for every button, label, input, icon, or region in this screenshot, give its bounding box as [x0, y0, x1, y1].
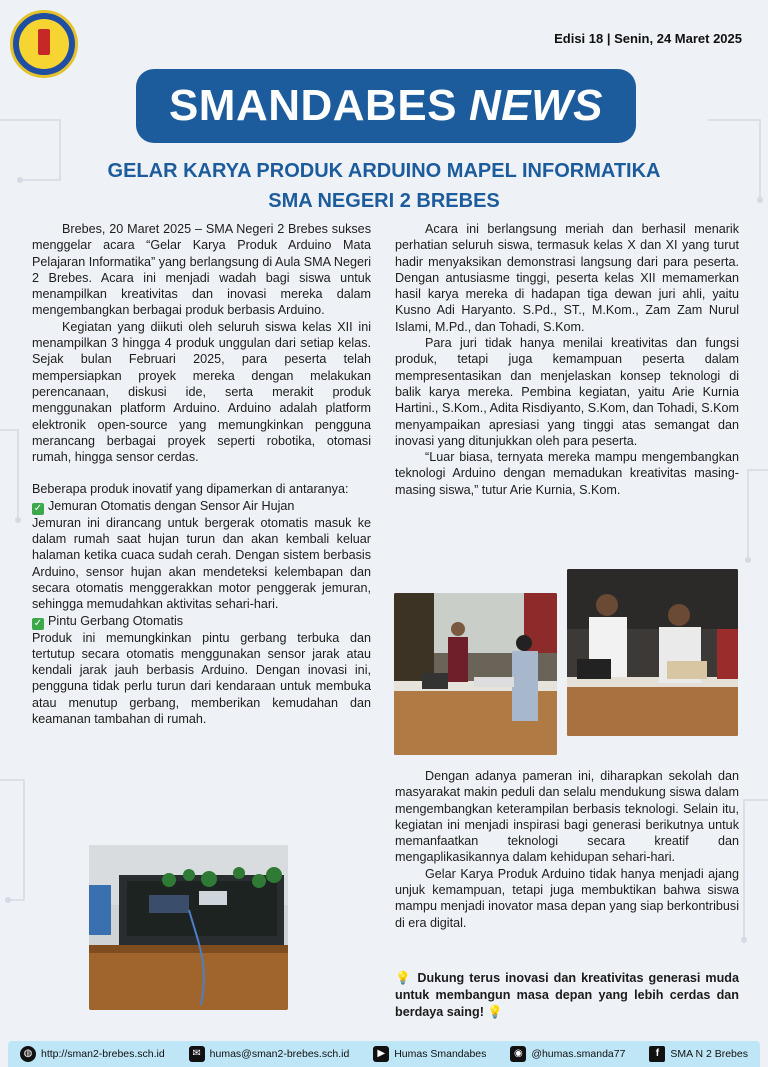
footer-email[interactable]	[189, 1046, 350, 1062]
product-item-title	[32, 613, 371, 630]
right-column-bottom	[395, 768, 739, 931]
lightbulb-icon: 💡	[395, 971, 413, 985]
masthead-title: SMANDABES	[168, 81, 458, 130]
product-item-title-text: Pintu Gerbang Otomatis	[48, 613, 184, 628]
masthead	[136, 69, 636, 143]
mail-icon: ✉	[189, 1046, 205, 1062]
closing-statement	[395, 970, 739, 1021]
paragraph: Para juri tidak hanya menilai kreativitas dan fungsi produk, tetapi juga kemampuan peserta dalam mempresentasikan dan menjelaskan konsep teknologi di balik karya mereka. Pembina kegiatan, yaitu Arie Kurnia Hartini., S.Kom., Adita Risdiyanto, S.Kom, dan Tohadi, S.Kom menyampaikan apresiasi yang tinggi atas semangat dan inovasi yang ditunjukkan oleh para peserta.	[395, 336, 739, 448]
headline-line-2: SMA NEGERI 2 BREBES	[268, 190, 500, 212]
footer-facebook-text: SMA N 2 Brebes	[670, 1048, 748, 1060]
left-column	[32, 221, 371, 727]
footer-email-text: humas@sman2-brebes.sch.id	[209, 1048, 350, 1060]
arduino-project-photo	[89, 845, 288, 1010]
paragraph: Kegiatan yang diikuti oleh seluruh siswa kelas XII ini menampilkan 3 hingga 4 produk unggulan dari setiap kelas. Sejak bulan Februari 2025, para peserta telah mempersiapkan proyek mereka dengan melakukan perencanaan, diskusi ide, serta merakit produk menggunakan platform Arduino. Arduino adalah platform elektronik open-source yang memungkinkan pengguna merancang berbagai proyek seperti robotika, otomasi rumah, hingga sensor cerdas.	[32, 319, 371, 465]
product-item-title-text: Jemuran Otomatis dengan Sensor Air Hujan	[48, 498, 295, 513]
lightbulb-icon: 💡	[487, 1005, 504, 1019]
exhibition-photo-presentation	[394, 593, 557, 755]
facebook-icon: f	[649, 1046, 665, 1062]
article-headline	[60, 156, 708, 216]
footer-website-text: http://sman2-brebes.sch.id	[41, 1048, 165, 1060]
quote-paragraph: “Luar biasa, ternyata mereka mampu mengembangkan teknologi Arduino dengan memadukan kreativitas masing-masing siswa,” tutur Arie Kurnia, S.Kom.	[395, 450, 739, 497]
closing-text: Dukung terus inovasi dan kreativitas generasi muda untuk membangun masa depan yang lebih cerdas dan berdaya saing!	[395, 971, 739, 1019]
footer-contact-bar	[8, 1041, 760, 1067]
paragraph: Dengan adanya pameran ini, diharapkan sekolah dan masyarakat makin peduli dan selalu mendukung siswa dalam mengembangkan keterampilan berbasis teknologi. Selain itu, kegiatan ini menjadi inspirasi bagi generasi berikutnya untuk memanfaatkan teknologi secara kreatif dan mengaplikasikannya dalam kehidupan sehari-hari.	[395, 769, 739, 865]
paragraph: Acara ini berlangsung meriah dan berhasil menarik perhatian seluruh siswa, termasuk kelas X dan XI yang turut hadir menyaksikan demonstrasi langsung dari para peserta. Dengan antusiasme tinggi, peserta kelas XII memamerkan hasil karya mereka di hadapan tiga dewan juri ahli, yaitu Kusno Adi Haryanto. S.Pd., ST., M.Kom., Zam Zam Nurul Islami, M.Pd., dan Tohadi, S.Kom.	[395, 222, 739, 334]
youtube-icon: ▶	[373, 1046, 389, 1062]
footer-instagram-text: @humas.smanda77	[531, 1048, 626, 1060]
masthead-news: NEWS	[469, 81, 604, 130]
paragraph: Gelar Karya Produk Arduino tidak hanya menjadi ajang unjuk kemampuan, tetapi juga membuktikan bahwa siswa mampu menjadi inovator masa depan yang siap berkontribusi di era digital.	[395, 866, 739, 930]
instagram-icon: ◉	[510, 1046, 526, 1062]
paragraph: Produk ini memungkinkan pintu gerbang terbuka dan tertutup secara otomatis menggunakan sensor jarak atau kendali jarak jauh berbasis Arduino. Dengan inovasi ini, pengguna tidak perlu turun dari kendaraan untuk membuka atau menutup gerbang, memberikan kemudahan dan keamanan tambahan di rumah.	[32, 630, 371, 727]
footer-facebook[interactable]	[649, 1046, 748, 1062]
footer-youtube-text: Humas Smandabes	[394, 1048, 487, 1060]
paragraph: Beberapa produk inovatif yang dipamerkan di antaranya:	[32, 482, 349, 497]
check-icon: ✓	[33, 502, 43, 514]
product-item-title	[32, 498, 371, 515]
right-column	[395, 221, 739, 498]
headline-line-1: GELAR KARYA PRODUK ARDUINO MAPEL INFORMATIKA	[107, 160, 661, 182]
edition-date: Edisi 18 | Senin, 24 Maret 2025	[554, 31, 742, 46]
footer-website[interactable]	[20, 1046, 165, 1062]
school-logo	[10, 10, 78, 78]
exhibition-photo-students	[567, 569, 738, 736]
check-icon: ✓	[33, 617, 43, 629]
paragraph: Jemuran ini dirancang untuk bergerak otomatis masuk ke dalam rumah saat hujan turun dan akan kembali keluar halaman ketika cuaca sudah cerah. Dengan sistem berbasis Arduino, sensor hujan akan mendeteksi kelembapan dan secara otomatis menggerakkan motor penggerak jemuran, sehingga memudahkan aktivitas sehari-hari.	[32, 515, 371, 612]
paragraph: Brebes, 20 Maret 2025 – SMA Negeri 2 Brebes sukses menggelar acara “Gelar Karya Produk Arduino Mata Pelajaran Informatika” yang berlangsung di Aula SMA Negeri 2 Brebes. Acara ini menjadi wadah bagi siswa untuk menampilkan kreativitas dan inovasi mereka dalam mengembangkan berbagai produk berbasis Arduino.	[32, 222, 371, 318]
footer-instagram[interactable]	[510, 1046, 625, 1062]
footer-youtube[interactable]	[373, 1046, 486, 1062]
globe-icon: ◍	[20, 1046, 36, 1062]
